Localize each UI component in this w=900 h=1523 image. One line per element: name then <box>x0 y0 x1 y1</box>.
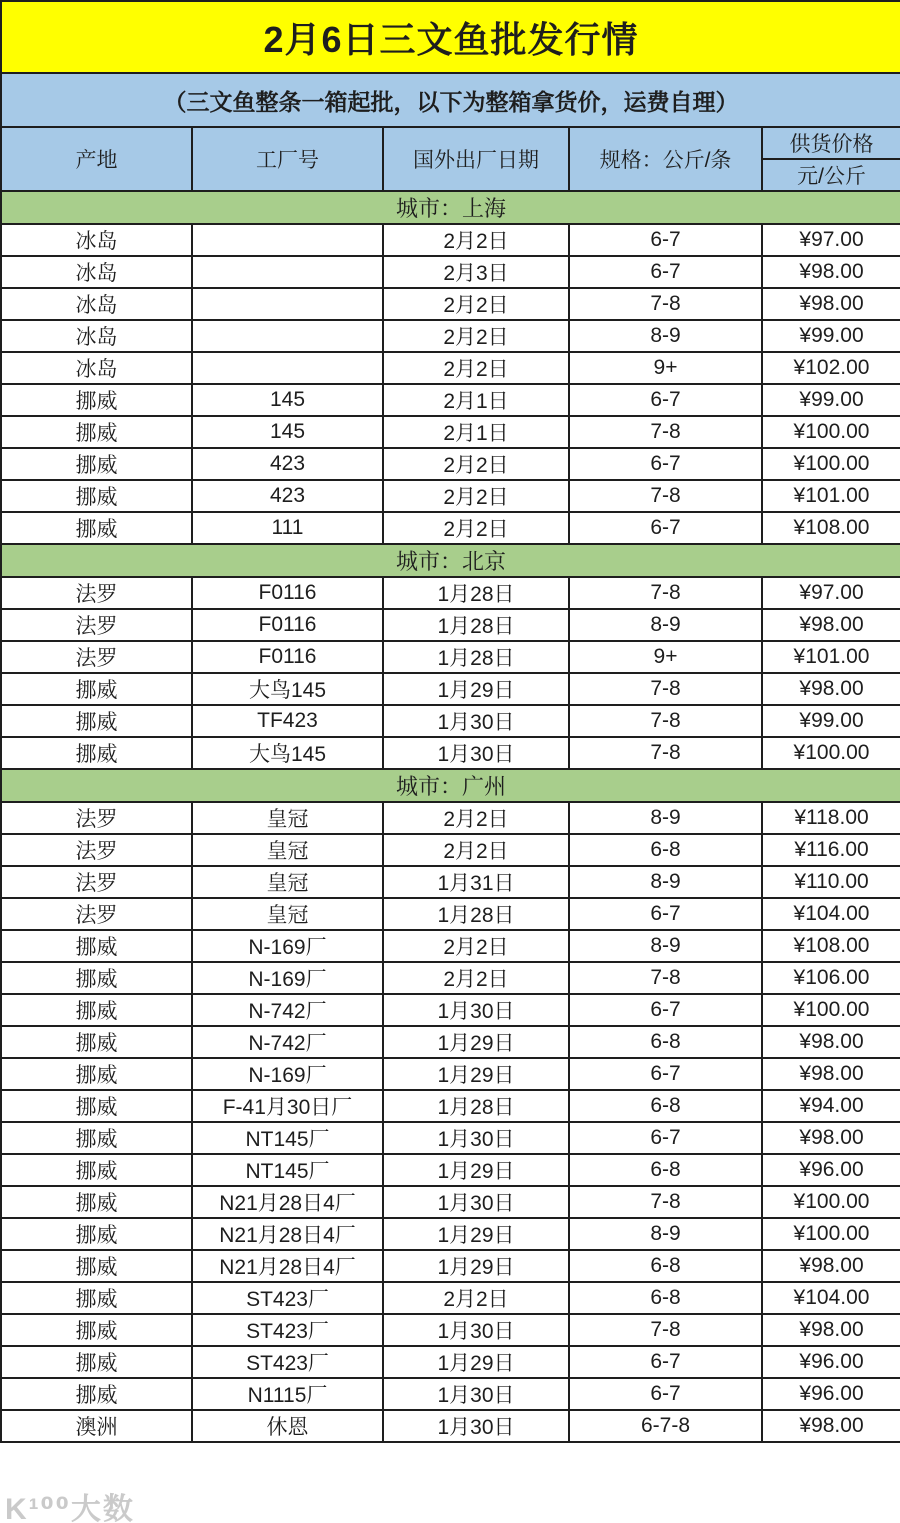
table-row <box>1 1026 900 1058</box>
date-cell: 2月2日 <box>383 1282 569 1314</box>
date-cell: 1月28日 <box>383 577 569 609</box>
price-cell: ¥100.00 <box>762 1218 900 1250</box>
spec-cell: 6-7 <box>569 1346 762 1378</box>
spec-cell: 8-9 <box>569 866 762 898</box>
col-header-spec: 规格：公斤/条 <box>569 127 762 191</box>
factory-cell: TF423 <box>192 705 383 737</box>
date-cell: 1月30日 <box>383 705 569 737</box>
price-cell: ¥97.00 <box>762 577 900 609</box>
origin-cell: 挪威 <box>1 1026 192 1058</box>
date-cell: 1月30日 <box>383 737 569 769</box>
origin-cell: 法罗 <box>1 802 192 834</box>
origin-cell: 冰岛 <box>1 288 192 320</box>
table-row <box>1 866 900 898</box>
origin-cell: 法罗 <box>1 609 192 641</box>
origin-cell: 挪威 <box>1 416 192 448</box>
date-cell: 2月2日 <box>383 320 569 352</box>
table-row <box>1 256 900 288</box>
price-cell: ¥100.00 <box>762 416 900 448</box>
origin-cell: 冰岛 <box>1 320 192 352</box>
table-row <box>1 320 900 352</box>
date-cell: 1月29日 <box>383 1154 569 1186</box>
subtitle-note: （三文鱼整条一箱起批，以下为整箱拿货价，运费自理） <box>1 73 900 127</box>
price-cell: ¥98.00 <box>762 1026 900 1058</box>
origin-cell: 挪威 <box>1 1154 192 1186</box>
price-cell: ¥101.00 <box>762 641 900 673</box>
factory-cell: N-169厂 <box>192 1058 383 1090</box>
factory-cell <box>192 352 383 384</box>
factory-cell: 423 <box>192 448 383 480</box>
title-row <box>1 1 900 73</box>
origin-cell: 挪威 <box>1 1090 192 1122</box>
price-cell: ¥99.00 <box>762 320 900 352</box>
spec-cell: 6-7-8 <box>569 1410 762 1442</box>
factory-cell: N-169厂 <box>192 930 383 962</box>
date-cell: 1月29日 <box>383 1218 569 1250</box>
spec-cell: 7-8 <box>569 705 762 737</box>
spec-cell: 7-8 <box>569 1186 762 1218</box>
table-row <box>1 609 900 641</box>
date-cell: 1月28日 <box>383 898 569 930</box>
origin-cell: 法罗 <box>1 641 192 673</box>
factory-cell: 145 <box>192 416 383 448</box>
table-row <box>1 352 900 384</box>
table-row <box>1 834 900 866</box>
date-cell: 2月1日 <box>383 384 569 416</box>
spec-cell: 6-7 <box>569 256 762 288</box>
date-cell: 1月30日 <box>383 1410 569 1442</box>
factory-cell: N-742厂 <box>192 994 383 1026</box>
spec-cell: 6-7 <box>569 994 762 1026</box>
date-cell: 2月2日 <box>383 448 569 480</box>
spec-cell: 8-9 <box>569 802 762 834</box>
table-row <box>1 512 900 544</box>
factory-cell: F0116 <box>192 641 383 673</box>
origin-cell: 挪威 <box>1 1282 192 1314</box>
origin-cell: 法罗 <box>1 577 192 609</box>
spec-cell: 6-8 <box>569 1090 762 1122</box>
spec-cell: 6-8 <box>569 1282 762 1314</box>
factory-cell: F-41月30日厂 <box>192 1090 383 1122</box>
date-cell: 2月2日 <box>383 480 569 512</box>
factory-cell: 皇冠 <box>192 802 383 834</box>
spec-cell: 8-9 <box>569 320 762 352</box>
origin-cell: 法罗 <box>1 866 192 898</box>
origin-cell: 挪威 <box>1 1058 192 1090</box>
date-cell: 1月30日 <box>383 1378 569 1410</box>
spec-cell: 7-8 <box>569 288 762 320</box>
table-row <box>1 802 900 834</box>
price-cell: ¥99.00 <box>762 705 900 737</box>
factory-cell: ST423厂 <box>192 1346 383 1378</box>
table-row <box>1 288 900 320</box>
factory-cell: N21月28日4厂 <box>192 1250 383 1282</box>
table-row <box>1 962 900 994</box>
col-header-price-group: 供货价格 <box>762 127 900 159</box>
factory-cell: 145 <box>192 384 383 416</box>
factory-cell: 111 <box>192 512 383 544</box>
origin-cell: 法罗 <box>1 898 192 930</box>
table-row <box>1 416 900 448</box>
factory-cell: NT145厂 <box>192 1122 383 1154</box>
origin-cell: 挪威 <box>1 962 192 994</box>
city-section-row <box>1 769 900 802</box>
origin-cell: 挪威 <box>1 737 192 769</box>
origin-cell: 挪威 <box>1 1346 192 1378</box>
table-row <box>1 930 900 962</box>
table-row <box>1 641 900 673</box>
col-header-origin: 产地 <box>1 127 192 191</box>
table-row <box>1 705 900 737</box>
price-cell: ¥98.00 <box>762 609 900 641</box>
origin-cell: 挪威 <box>1 930 192 962</box>
col-header-factory: 工厂号 <box>192 127 383 191</box>
price-cell: ¥94.00 <box>762 1090 900 1122</box>
factory-cell <box>192 256 383 288</box>
factory-cell: N-169厂 <box>192 962 383 994</box>
origin-cell: 挪威 <box>1 1250 192 1282</box>
origin-cell: 挪威 <box>1 673 192 705</box>
factory-cell <box>192 288 383 320</box>
origin-cell: 挪威 <box>1 1122 192 1154</box>
spec-cell: 7-8 <box>569 480 762 512</box>
spec-cell: 8-9 <box>569 609 762 641</box>
price-cell: ¥96.00 <box>762 1378 900 1410</box>
spec-cell: 6-7 <box>569 898 762 930</box>
table-row <box>1 577 900 609</box>
date-cell: 2月2日 <box>383 224 569 256</box>
date-cell: 1月29日 <box>383 1058 569 1090</box>
origin-cell: 挪威 <box>1 384 192 416</box>
table-row <box>1 1282 900 1314</box>
price-cell: ¥108.00 <box>762 930 900 962</box>
origin-cell: 澳洲 <box>1 1410 192 1442</box>
origin-cell: 挪威 <box>1 705 192 737</box>
spec-cell: 6-8 <box>569 834 762 866</box>
price-cell: ¥108.00 <box>762 512 900 544</box>
date-cell: 2月2日 <box>383 512 569 544</box>
price-cell: ¥106.00 <box>762 962 900 994</box>
date-cell: 2月2日 <box>383 962 569 994</box>
city-section-header: 城市：广州 <box>1 769 900 802</box>
factory-cell: 大鸟145 <box>192 673 383 705</box>
price-cell: ¥96.00 <box>762 1154 900 1186</box>
date-cell: 1月30日 <box>383 994 569 1026</box>
origin-cell: 冰岛 <box>1 224 192 256</box>
price-cell: ¥99.00 <box>762 384 900 416</box>
spec-cell: 6-8 <box>569 1026 762 1058</box>
date-cell: 1月29日 <box>383 1346 569 1378</box>
factory-cell: ST423厂 <box>192 1282 383 1314</box>
origin-cell: 挪威 <box>1 1314 192 1346</box>
price-cell: ¥100.00 <box>762 1186 900 1218</box>
price-cell: ¥98.00 <box>762 1122 900 1154</box>
price-cell: ¥102.00 <box>762 352 900 384</box>
price-cell: ¥100.00 <box>762 994 900 1026</box>
factory-cell: N1115厂 <box>192 1378 383 1410</box>
price-cell: ¥96.00 <box>762 1346 900 1378</box>
price-cell: ¥98.00 <box>762 673 900 705</box>
origin-cell: 法罗 <box>1 834 192 866</box>
date-cell: 2月2日 <box>383 930 569 962</box>
city-section-header: 城市：北京 <box>1 544 900 577</box>
table-row <box>1 1090 900 1122</box>
price-cell: ¥101.00 <box>762 480 900 512</box>
date-cell: 1月28日 <box>383 1090 569 1122</box>
price-cell: ¥104.00 <box>762 898 900 930</box>
table-row <box>1 448 900 480</box>
origin-cell: 挪威 <box>1 1378 192 1410</box>
factory-cell: 休恩 <box>192 1410 383 1442</box>
spec-cell: 6-7 <box>569 1058 762 1090</box>
factory-cell: 423 <box>192 480 383 512</box>
spec-cell: 6-7 <box>569 512 762 544</box>
origin-cell: 挪威 <box>1 1186 192 1218</box>
price-cell: ¥110.00 <box>762 866 900 898</box>
table-row <box>1 224 900 256</box>
factory-cell: N21月28日4厂 <box>192 1218 383 1250</box>
date-cell: 1月28日 <box>383 609 569 641</box>
factory-cell: NT145厂 <box>192 1154 383 1186</box>
spec-cell: 6-7 <box>569 1378 762 1410</box>
factory-cell: 皇冠 <box>192 898 383 930</box>
date-cell: 1月29日 <box>383 1250 569 1282</box>
date-cell: 1月30日 <box>383 1122 569 1154</box>
origin-cell: 挪威 <box>1 994 192 1026</box>
table-row <box>1 737 900 769</box>
price-cell: ¥98.00 <box>762 288 900 320</box>
factory-cell: 大鸟145 <box>192 737 383 769</box>
watermark-logo: K¹⁰⁰大数 <box>5 1493 135 1523</box>
price-cell: ¥98.00 <box>762 1410 900 1442</box>
origin-cell: 挪威 <box>1 512 192 544</box>
spec-cell: 7-8 <box>569 737 762 769</box>
city-section-row <box>1 191 900 224</box>
spec-cell: 8-9 <box>569 1218 762 1250</box>
price-cell: ¥98.00 <box>762 256 900 288</box>
origin-cell: 挪威 <box>1 448 192 480</box>
city-section-header: 城市：上海 <box>1 191 900 224</box>
date-cell: 1月29日 <box>383 1026 569 1058</box>
origin-cell: 挪威 <box>1 480 192 512</box>
price-cell: ¥98.00 <box>762 1250 900 1282</box>
spec-cell: 7-8 <box>569 962 762 994</box>
spec-cell: 6-7 <box>569 1122 762 1154</box>
spec-cell: 8-9 <box>569 930 762 962</box>
price-cell: ¥97.00 <box>762 224 900 256</box>
table-row <box>1 1250 900 1282</box>
date-cell: 1月28日 <box>383 641 569 673</box>
date-cell: 2月2日 <box>383 834 569 866</box>
subtitle-row <box>1 73 900 127</box>
spec-cell: 6-7 <box>569 448 762 480</box>
col-header-price-unit: 元/公斤 <box>762 159 900 191</box>
date-cell: 1月30日 <box>383 1186 569 1218</box>
city-section-row <box>1 544 900 577</box>
table-row <box>1 1122 900 1154</box>
spec-cell: 6-8 <box>569 1250 762 1282</box>
price-cell: ¥98.00 <box>762 1314 900 1346</box>
factory-cell: 皇冠 <box>192 834 383 866</box>
origin-cell: 挪威 <box>1 1218 192 1250</box>
col-header-export-date: 国外出厂日期 <box>383 127 569 191</box>
factory-cell: N21月28日4厂 <box>192 1186 383 1218</box>
spec-cell: 7-8 <box>569 1314 762 1346</box>
factory-cell <box>192 320 383 352</box>
table-row <box>1 1058 900 1090</box>
price-cell: ¥98.00 <box>762 1058 900 1090</box>
table-row <box>1 480 900 512</box>
factory-cell: F0116 <box>192 577 383 609</box>
spec-cell: 7-8 <box>569 577 762 609</box>
table-row <box>1 1346 900 1378</box>
factory-cell <box>192 224 383 256</box>
table-row <box>1 1410 900 1442</box>
column-header-row <box>1 127 900 159</box>
spec-cell: 7-8 <box>569 673 762 705</box>
origin-cell: 冰岛 <box>1 352 192 384</box>
table-row <box>1 673 900 705</box>
price-cell: ¥118.00 <box>762 802 900 834</box>
origin-cell: 冰岛 <box>1 256 192 288</box>
page-title: 2月6日三文鱼批发行情 <box>1 1 900 73</box>
factory-cell: ST423厂 <box>192 1314 383 1346</box>
spec-cell: 6-7 <box>569 224 762 256</box>
date-cell: 2月2日 <box>383 288 569 320</box>
date-cell: 1月31日 <box>383 866 569 898</box>
date-cell: 1月30日 <box>383 1314 569 1346</box>
factory-cell: N-742厂 <box>192 1026 383 1058</box>
spec-cell: 7-8 <box>569 416 762 448</box>
table-row <box>1 384 900 416</box>
spec-cell: 9+ <box>569 352 762 384</box>
table-row <box>1 1186 900 1218</box>
table-row <box>1 994 900 1026</box>
spec-cell: 6-7 <box>569 384 762 416</box>
table-row <box>1 1218 900 1250</box>
table-row <box>1 1154 900 1186</box>
table-row <box>1 1314 900 1346</box>
date-cell: 2月2日 <box>383 352 569 384</box>
spec-cell: 6-8 <box>569 1154 762 1186</box>
spec-cell: 9+ <box>569 641 762 673</box>
price-cell: ¥116.00 <box>762 834 900 866</box>
factory-cell: F0116 <box>192 609 383 641</box>
date-cell: 2月3日 <box>383 256 569 288</box>
table-row <box>1 898 900 930</box>
date-cell: 1月29日 <box>383 673 569 705</box>
date-cell: 2月2日 <box>383 802 569 834</box>
price-cell: ¥100.00 <box>762 737 900 769</box>
factory-cell: 皇冠 <box>192 866 383 898</box>
date-cell: 2月1日 <box>383 416 569 448</box>
price-cell: ¥100.00 <box>762 448 900 480</box>
price-cell: ¥104.00 <box>762 1282 900 1314</box>
table-row <box>1 1378 900 1410</box>
